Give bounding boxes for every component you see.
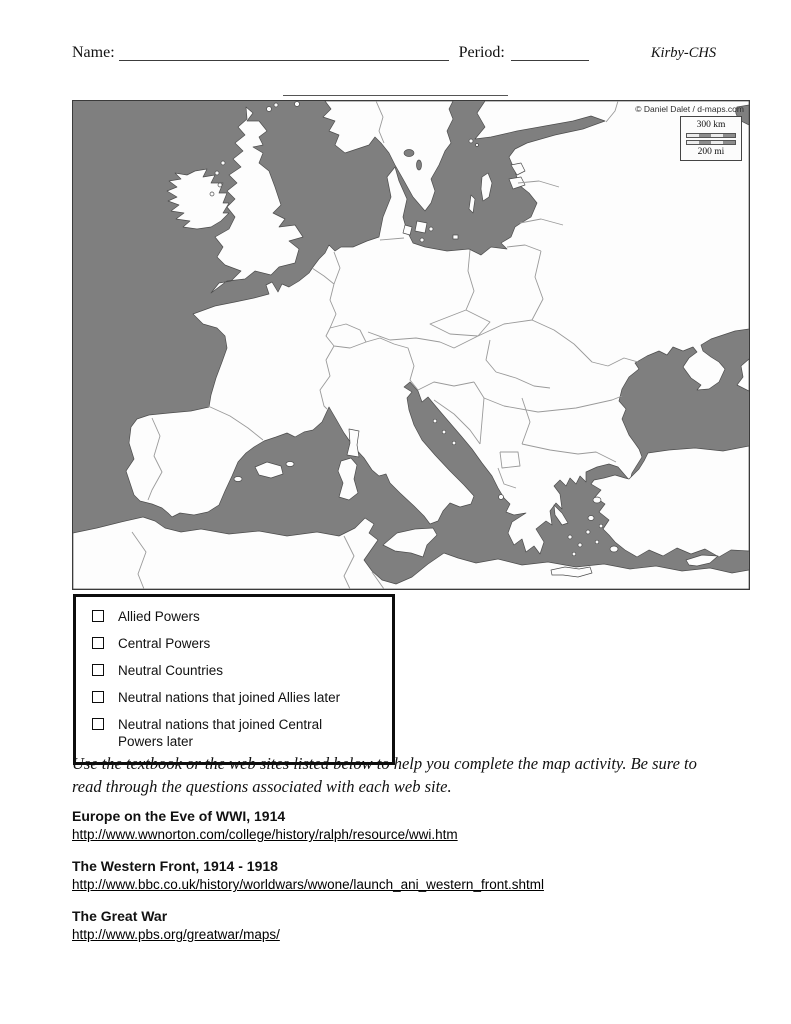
resource-link[interactable]: http://www.pbs.org/greatwar/maps/ xyxy=(72,927,280,942)
scale-km-label: 300 km xyxy=(696,120,726,130)
checkbox-icon xyxy=(92,691,104,703)
legend-item-neutral-joined-allies xyxy=(92,689,380,706)
legend-item-label: Allied Powers xyxy=(118,609,200,624)
resource-item xyxy=(72,908,544,944)
resource-link[interactable]: http://www.bbc.co.uk/history/worldwars/wwone/launch_ani_western_front.shtml xyxy=(72,877,544,892)
island-zealand xyxy=(415,221,427,233)
checkbox-icon xyxy=(92,610,104,622)
island-ibiza xyxy=(234,477,242,482)
checkbox-icon xyxy=(92,637,104,649)
legend-item-label: Central Powers xyxy=(118,636,211,651)
checkbox-icon xyxy=(92,664,104,676)
resource-title: Europe on the Eve of WWI, 1914 xyxy=(72,808,286,824)
map-title-blank-line[interactable] xyxy=(283,78,508,96)
name-blank-line[interactable] xyxy=(119,44,449,61)
island-menorca xyxy=(286,462,294,467)
island-rhodes xyxy=(610,546,618,552)
lake-vanern xyxy=(404,150,414,157)
web-resources-list xyxy=(72,808,544,958)
teacher-name: Kirby-CHS xyxy=(650,45,717,61)
resource-link[interactable]: http://www.wwnorton.com/college/history/ralph/resource/wwi.htm xyxy=(72,827,458,842)
resource-item xyxy=(72,858,544,894)
instructions-text: Use the textbook or the web sites listed below to help you complete the map activity. Be sure to read through the questions associated with each web site. xyxy=(72,754,697,797)
scale-bar-km xyxy=(686,133,736,138)
resource-title: The Great War xyxy=(72,908,168,924)
map-legend-box xyxy=(73,594,395,765)
europe-map xyxy=(72,100,750,590)
island-chios xyxy=(588,516,594,521)
legend-item-allied-powers xyxy=(92,608,380,625)
legend-item-label: Neutral nations that joined Central Powers later xyxy=(118,717,323,749)
map-attribution: © Daniel Dalet / d-maps.com xyxy=(635,104,744,114)
period-label: Period: xyxy=(458,44,505,61)
resource-title: The Western Front, 1914 - 1918 xyxy=(72,858,278,874)
legend-item-label: Neutral nations that joined Allies later xyxy=(118,690,341,705)
resource-item xyxy=(72,808,544,844)
period-blank-line[interactable] xyxy=(511,44,589,61)
island-funen xyxy=(403,225,412,235)
legend-item-neutral-countries xyxy=(92,662,380,679)
scale-mi-label: 200 mi xyxy=(697,147,725,157)
legend-item-central-powers xyxy=(92,635,380,652)
worksheet-header xyxy=(72,44,732,62)
name-label: Name: xyxy=(72,44,115,61)
island-bornholm xyxy=(453,235,458,239)
island-lesbos xyxy=(593,497,601,503)
lake-vattern xyxy=(417,160,422,170)
europe-map-svg xyxy=(73,101,749,589)
island-corfu xyxy=(499,495,504,500)
legend-item-neutral-joined-central xyxy=(92,716,380,750)
scale-bar-mi xyxy=(686,140,736,145)
checkbox-icon xyxy=(92,718,104,730)
legend-item-label: Neutral Countries xyxy=(118,663,224,678)
map-scale-box xyxy=(680,116,742,161)
